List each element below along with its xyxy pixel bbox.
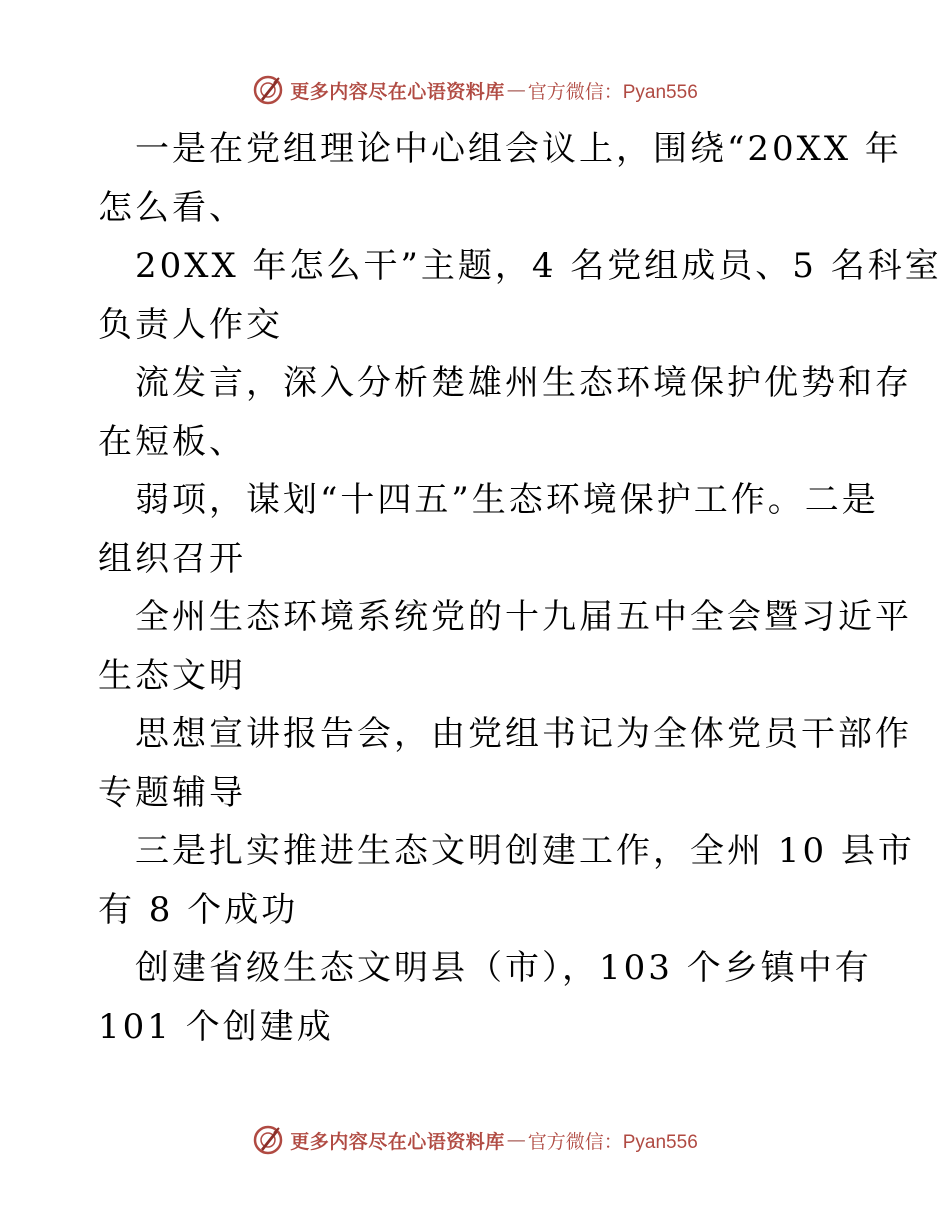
text-line: 怎么看、 <box>98 187 246 228</box>
text-line: 20XX 年怎么干”主题，4 名党组成员、5 名科室 <box>135 246 942 286</box>
text-line: 在短板、 <box>98 421 246 462</box>
banner-account: 官方微信：Pyan556 <box>527 81 698 103</box>
footer-banner <box>0 1120 950 1160</box>
quill-logo-icon <box>252 1124 284 1156</box>
text-line: 全州生态环境系统党的十九届五中全会暨习近平 <box>135 597 912 637</box>
quill-logo-icon <box>252 74 284 106</box>
text-line: 流发言，深入分析楚雄州生态环境保护优势和存 <box>135 363 912 403</box>
banner-account: 官方微信：Pyan556 <box>527 1131 698 1153</box>
banner-separator: — <box>506 79 526 101</box>
text-line: 组织召开 <box>98 538 246 579</box>
document-body <box>98 120 942 1056</box>
text-line: 生态文明 <box>98 655 246 696</box>
banner-title: 更多内容尽在心语资料库 <box>290 1130 505 1153</box>
text-line: 思想宣讲报告会，由党组书记为全体党员干部作 <box>135 714 912 754</box>
text-line: 负责人作交 <box>98 304 283 345</box>
text-line: 101 个创建成 <box>98 1006 334 1047</box>
header-banner <box>0 70 950 110</box>
text-line: 创建省级生态文明县（市），103 个乡镇中有 <box>135 948 872 988</box>
text-line: 弱项，谋划“十四五”生态环境保护工作。二是 <box>135 480 879 520</box>
text-line: 专题辅导 <box>98 772 246 813</box>
banner-title: 更多内容尽在心语资料库 <box>290 80 505 103</box>
text-line: 有 8 个成功 <box>98 889 299 930</box>
text-line: 三是扎实推进生态文明创建工作，全州 10 县市 <box>135 831 915 871</box>
banner-separator: — <box>506 1129 526 1151</box>
text-line: 一是在党组理论中心组会议上，围绕“20XX 年 <box>135 129 902 169</box>
